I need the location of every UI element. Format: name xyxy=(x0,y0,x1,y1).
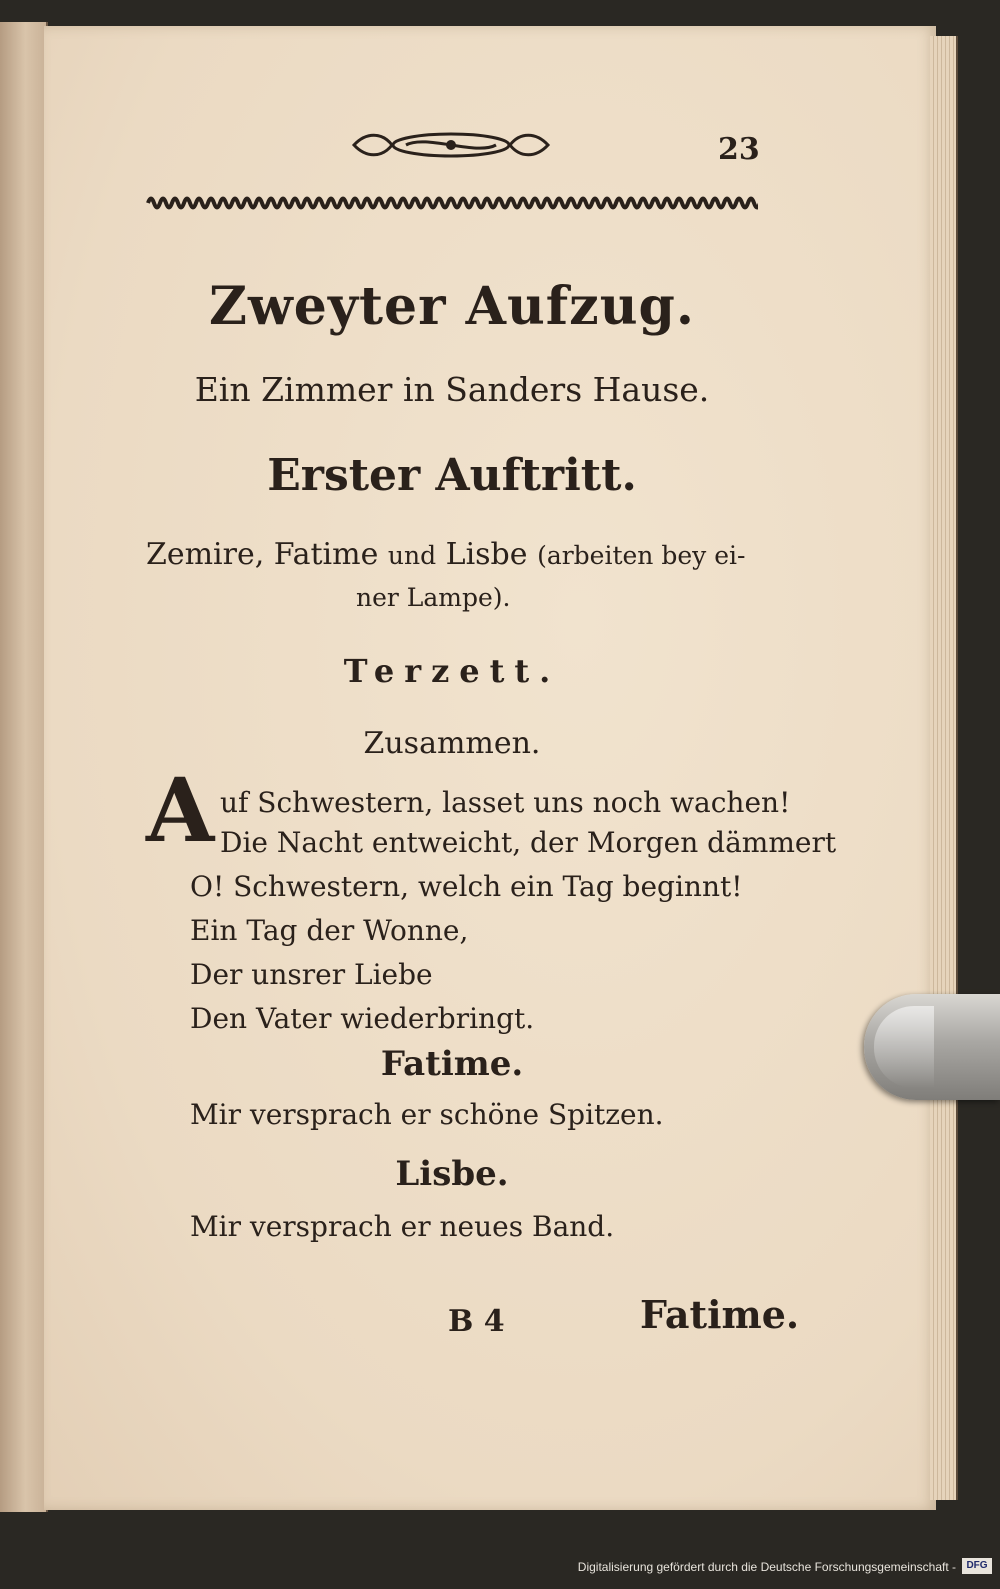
zusammen-heading: Zusammen. xyxy=(363,726,541,761)
page-stack-edge xyxy=(930,36,958,1500)
fatime-line: Mir versprach er schöne Spitzen. xyxy=(190,1098,664,1131)
terzett-heading: Terzett. xyxy=(343,652,561,690)
verse-line: Ein Tag der Wonne, xyxy=(190,914,469,947)
verse-line: Die Nacht entweicht, der Morgen dämmert xyxy=(220,826,837,859)
footer-credit: Digitalisierung gefördert durch die Deutsche Forschungsgemeinschaft - xyxy=(577,1560,956,1574)
ornament-vignette-icon xyxy=(346,128,556,162)
speaker-lisbe: Lisbe. xyxy=(395,1154,509,1194)
verse-line: Der unsrer Liebe xyxy=(190,958,433,991)
character-names: Zemire, Fatime xyxy=(146,537,379,572)
catchword: Fatime. xyxy=(640,1292,800,1337)
dfg-logo: DFG xyxy=(962,1558,992,1574)
stage-direction-continued: ner Lampe). xyxy=(356,583,511,612)
left-page-edge xyxy=(0,22,48,1512)
drop-cap: A xyxy=(146,758,215,862)
signature-mark: B 4 xyxy=(448,1304,505,1339)
character-lisbe: Lisbe xyxy=(445,537,528,572)
stage-direction: (arbeiten bey ei- xyxy=(537,541,746,570)
verse-line: uf Schwestern, lasset uns noch wachen! xyxy=(220,786,791,819)
speaker-fatime: Fatime. xyxy=(380,1044,524,1084)
und-word: und xyxy=(387,541,437,570)
scene-setting: Ein Zimmer in Sanders Hause. xyxy=(194,370,710,409)
page-number: 23 xyxy=(718,132,760,167)
verse-line: Den Vater wiederbringt. xyxy=(190,1002,535,1035)
verse-line: O! Schwestern, welch ein Tag beginnt! xyxy=(190,870,743,903)
scene-title: Erster Auftritt. xyxy=(267,450,637,501)
wavy-rule-ornament xyxy=(146,192,758,214)
book-clip xyxy=(864,994,1000,1100)
act-title: Zweyter Aufzug. xyxy=(209,276,695,337)
characters-line xyxy=(146,534,758,619)
lisbe-line: Mir versprach er neues Band. xyxy=(190,1210,615,1243)
